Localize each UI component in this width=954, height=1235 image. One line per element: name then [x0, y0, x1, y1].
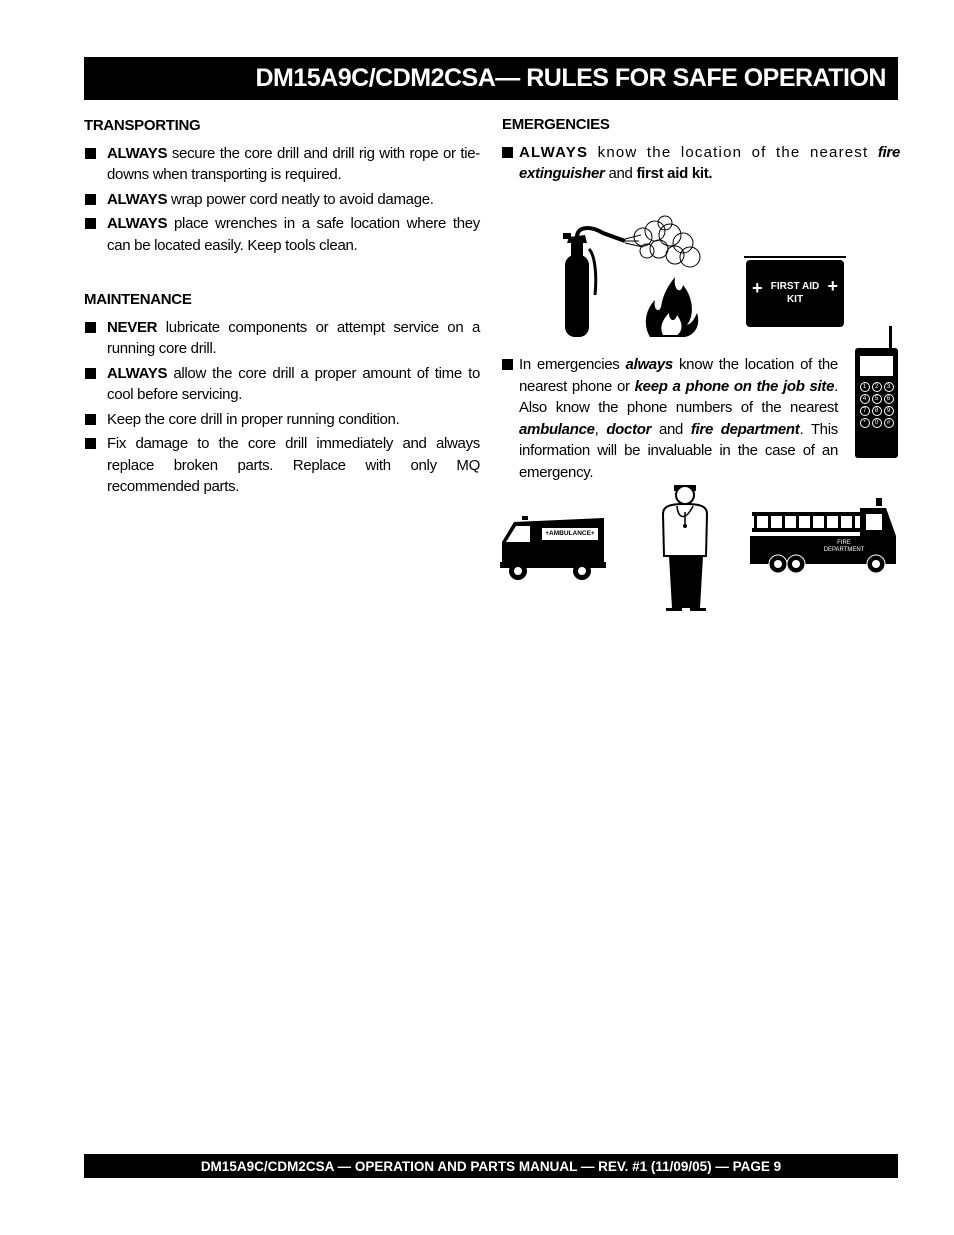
doctor-icon: [663, 485, 707, 611]
list-item: [84, 189, 480, 211]
phone-key: 0: [872, 418, 882, 428]
keyword: ALWAYS: [107, 364, 168, 382]
fire-extinguisher-text: fire extinguisher: [519, 143, 900, 182]
doctor-illustration: [660, 482, 712, 612]
plus-icon: +: [827, 276, 838, 296]
phone-key: 2: [872, 382, 882, 392]
footer-text: DM15A9C/CDM2CSA — OPERATION AND PARTS MANUAL — REV. #1 (11/09/05) — PAGE 9: [200, 1158, 782, 1174]
list-item: [84, 363, 480, 406]
ambulance-illustration: [500, 512, 608, 582]
bullet-icon: [85, 322, 96, 333]
phone-key: 6: [884, 394, 894, 404]
spray-cloud-icon: [625, 216, 700, 267]
phone-key: 9: [884, 406, 894, 416]
page-title-bar: [84, 57, 898, 100]
phone-key: 5: [872, 394, 882, 404]
keyword: ALWAYS: [107, 190, 168, 208]
item-text: and: [651, 420, 691, 438]
first-aid-kit-text: first aid kit.: [636, 165, 713, 182]
item-text: fire department: [690, 420, 800, 438]
keyword: ALWAYS: [107, 215, 168, 232]
item-text: know the location of the nearest: [588, 143, 878, 161]
bullet-icon: [502, 359, 513, 370]
fire-truck-icon: [750, 496, 898, 576]
bullet-icon: [85, 218, 96, 229]
fire-label: FIRE: [837, 540, 851, 546]
item-text: secure the core drill and drill rig with rope or tie-downs when transporting is required.: [107, 144, 480, 183]
keyword: NEVER: [107, 318, 158, 336]
phone-key: 8: [872, 406, 882, 416]
item-text: ,: [594, 420, 607, 438]
bullet-icon: [85, 414, 96, 425]
list-item: [84, 317, 480, 360]
bullet-icon: [85, 438, 96, 449]
emergency-phone-item: [502, 354, 838, 486]
phone-key: *: [860, 418, 870, 428]
list-item: [502, 354, 838, 483]
item-text: wrap power cord neatly to avoid damage.: [167, 190, 434, 208]
phone-key: #: [884, 418, 894, 428]
item-text: . Also know the phone numbers of the nearest: [519, 377, 839, 416]
plus-icon: +: [752, 278, 763, 298]
item-text: In emergencies: [519, 356, 626, 373]
item-text: keep a phone on the job site: [634, 377, 835, 395]
bullet-icon: [502, 147, 513, 158]
item-text: and: [604, 165, 637, 182]
department-label: DEPARTMENT: [823, 547, 865, 553]
item-text: Fix damage to the core drill immediately and always replace broken parts. Replace with only MQ recommended parts.: [107, 435, 480, 495]
phone-key: 3: [884, 382, 894, 392]
ambulance-label: +AMBULANCE+: [542, 528, 598, 540]
footer-bar: [84, 1154, 898, 1178]
first-aid-kit-illustration: [746, 260, 844, 327]
list-item: [502, 142, 900, 185]
item-text: lubricate components or attempt service on a running core drill.: [107, 318, 480, 357]
antenna-icon: [889, 326, 892, 350]
list-item: [84, 143, 480, 186]
ambulance-icon: [500, 512, 608, 582]
item-text: doctor: [606, 420, 652, 438]
emergencies-heading: EMERGENCIES: [502, 116, 610, 133]
list-item: [84, 409, 480, 431]
fire-extinguisher-illustration: [555, 215, 715, 340]
item-text: . This information will be invaluable in the case of an emergency.: [519, 420, 838, 481]
keyword: ALWAYS: [107, 144, 168, 162]
bullet-icon: [85, 148, 96, 159]
bullet-icon: [85, 194, 96, 205]
fire-extinguisher-icon: [563, 228, 625, 337]
item-text: know the location of the nearest phone or: [519, 356, 838, 395]
item-text: ambulance: [519, 420, 595, 438]
fire-truck-illustration: [750, 496, 898, 576]
keyword: ALWAYS: [519, 143, 589, 161]
phone-key: 1: [860, 382, 870, 392]
mobile-phone-illustration: [855, 326, 898, 458]
bullet-icon: [85, 368, 96, 379]
transporting-heading: TRANSPORTING: [84, 117, 201, 134]
list-item: [84, 213, 480, 256]
maintenance-heading: MAINTENANCE: [84, 291, 192, 308]
kit-label: KIT: [786, 294, 804, 305]
page-title: DM15A9C/CDM2CSA— RULES FOR SAFE OPERATION: [255, 64, 886, 92]
item-text: always: [625, 356, 673, 373]
phone-key: 4: [860, 394, 870, 404]
phone-screen: [860, 356, 893, 376]
left-column: [84, 115, 480, 501]
phone-keypad: [859, 382, 894, 428]
right-column: [502, 114, 900, 188]
item-text: Keep the core drill in proper running condition.: [107, 410, 400, 428]
item-text: place wrenches in a safe location where they can be located easily. Keep tools clean.: [107, 215, 480, 254]
list-item: [84, 433, 480, 498]
item-text: allow the core drill a proper amount of time to cool before servicing.: [107, 364, 480, 403]
phone-key: 7: [860, 406, 870, 416]
first-aid-label: FIRST AID: [770, 281, 820, 292]
